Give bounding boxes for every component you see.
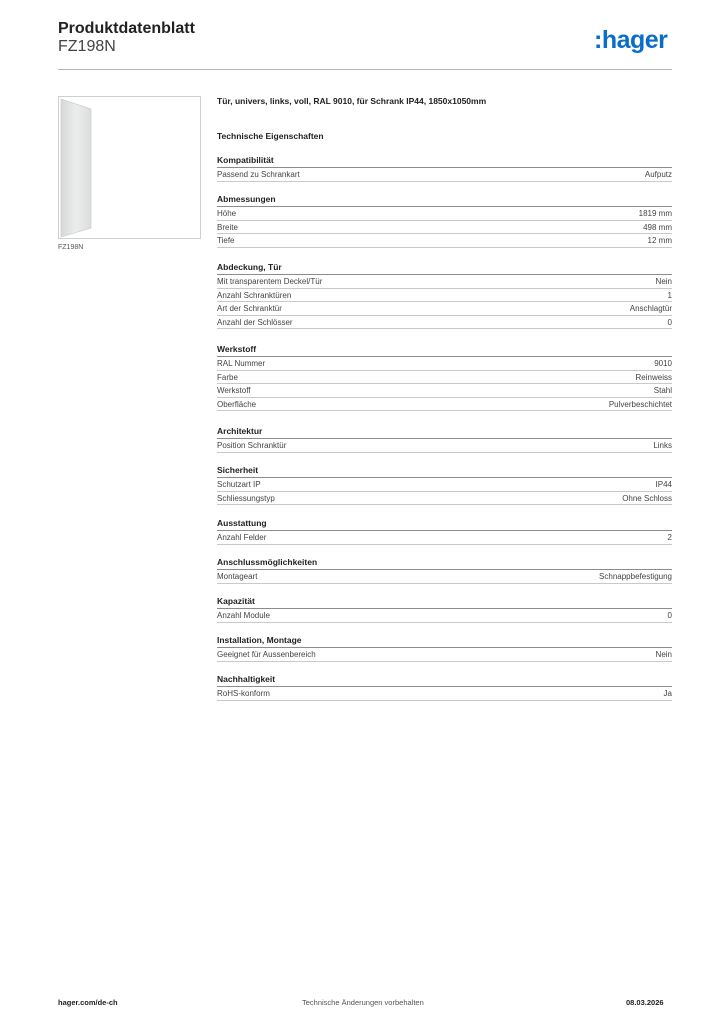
property-label: Position Schranktür xyxy=(217,441,287,450)
property-value: 1819 mm xyxy=(638,209,672,218)
property-label: Höhe xyxy=(217,209,237,218)
property-row xyxy=(217,609,672,623)
property-label: Oberfläche xyxy=(217,399,257,409)
property-value: Links xyxy=(653,441,672,450)
product-image xyxy=(58,96,201,239)
property-value: Aufputz xyxy=(644,170,672,179)
property-label: RoHS-konform xyxy=(217,689,270,698)
property-row xyxy=(217,168,672,182)
property-row xyxy=(217,687,672,701)
property-label: Anzahl der Schlösser xyxy=(217,317,293,327)
property-row xyxy=(217,478,672,492)
property-label: Montageart xyxy=(217,572,258,581)
property-row xyxy=(217,384,672,398)
property-section xyxy=(217,596,672,623)
property-row xyxy=(217,531,672,545)
section-title: Kompatibilität xyxy=(217,155,672,168)
image-caption: FZ198N xyxy=(58,244,84,251)
property-row xyxy=(217,289,672,303)
property-label: RAL Nummer xyxy=(217,359,266,368)
property-row xyxy=(217,357,672,371)
property-value: Reinweiss xyxy=(635,372,672,382)
property-label: Schliessungstyp xyxy=(217,493,275,503)
section-title: Werkstoff xyxy=(217,344,672,357)
property-section xyxy=(217,262,672,329)
property-label: Anzahl Felder xyxy=(217,533,267,542)
property-value: Schnappbefestigung xyxy=(599,572,672,581)
property-row xyxy=(217,234,672,248)
property-row xyxy=(217,439,672,453)
property-label: Werkstoff xyxy=(217,386,251,396)
door-panel-illustration xyxy=(59,97,200,238)
section-title: Installation, Montage xyxy=(217,635,672,648)
property-row xyxy=(217,492,672,506)
property-value: Nein xyxy=(655,650,672,659)
property-value: 498 mm xyxy=(643,222,672,232)
property-section xyxy=(217,557,672,584)
property-value: Stahl xyxy=(653,386,672,396)
property-section xyxy=(217,674,672,701)
property-value: Pulverbeschichtet xyxy=(608,399,672,409)
property-value: Ohne Schloss xyxy=(622,493,672,503)
property-row xyxy=(217,648,672,662)
section-title: Architektur xyxy=(217,426,672,439)
technical-properties-heading: Technische Eigenschaften xyxy=(217,131,324,141)
header-divider xyxy=(58,69,672,70)
property-label: Geeignet für Aussenbereich xyxy=(217,650,316,659)
product-code: FZ198N xyxy=(58,38,116,55)
property-section xyxy=(217,465,672,505)
section-title: Abmessungen xyxy=(217,194,672,207)
footer-website[interactable]: hager.com/de-ch xyxy=(58,998,118,1007)
property-value: 12 mm xyxy=(647,236,672,246)
section-title: Kapazität xyxy=(217,596,672,609)
property-label: Mit transparentem Deckel/Tür xyxy=(217,277,323,286)
property-row xyxy=(217,207,672,221)
property-section xyxy=(217,344,672,411)
section-title: Nachhaltigkeit xyxy=(217,674,672,687)
property-row xyxy=(217,570,672,584)
property-section xyxy=(217,426,672,453)
property-label: Breite xyxy=(217,222,238,232)
product-description: Tür, univers, links, voll, RAL 9010, für Schrank IP44, 1850x1050mm xyxy=(217,96,487,106)
property-section xyxy=(217,518,672,545)
property-row xyxy=(217,302,672,316)
property-value: IP44 xyxy=(655,480,672,489)
section-title: Sicherheit xyxy=(217,465,672,478)
property-label: Anzahl Schranktüren xyxy=(217,290,292,300)
property-label: Passend zu Schrankart xyxy=(217,170,300,179)
property-value: 1 xyxy=(667,290,672,300)
property-section xyxy=(217,155,672,182)
hager-logo: :hager xyxy=(594,26,668,54)
section-title: Ausstattung xyxy=(217,518,672,531)
property-value: 0 xyxy=(667,317,672,327)
property-section xyxy=(217,194,672,248)
property-value: 9010 xyxy=(654,359,672,368)
property-row xyxy=(217,398,672,412)
footer-date: 08.03.2026 xyxy=(626,998,664,1007)
property-row xyxy=(217,221,672,235)
property-value: Anschlagtür xyxy=(629,304,672,314)
property-section xyxy=(217,635,672,662)
section-title: Anschlussmöglichkeiten xyxy=(217,557,672,570)
section-title: Abdeckung, Tür xyxy=(217,262,672,275)
footer-notice: Technische Änderungen vorbehalten xyxy=(302,998,424,1007)
property-label: Anzahl Module xyxy=(217,611,270,620)
property-value: 0 xyxy=(667,611,672,620)
property-row xyxy=(217,371,672,385)
property-label: Tiefe xyxy=(217,236,235,246)
property-value: Nein xyxy=(655,277,672,286)
page-title: Produktdatenblatt xyxy=(58,20,195,37)
property-label: Art der Schranktür xyxy=(217,304,282,314)
property-row xyxy=(217,275,672,289)
property-label: Schutzart IP xyxy=(217,480,261,489)
property-label: Farbe xyxy=(217,372,238,382)
property-value: Ja xyxy=(663,689,672,698)
property-value: 2 xyxy=(667,533,672,542)
property-row xyxy=(217,316,672,330)
